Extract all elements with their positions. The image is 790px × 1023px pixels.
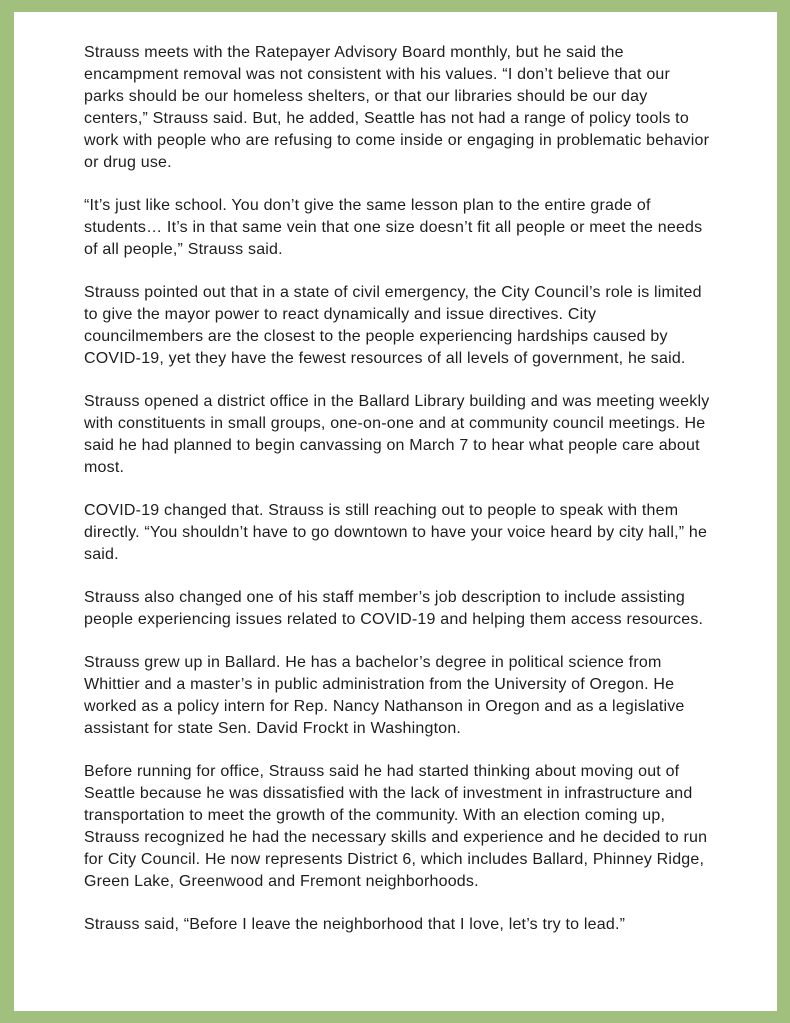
paragraph: Strauss opened a district office in the Ballard Library building and was meeting weekly with constituents in small groups, one-on-one and at community council meetings. He said he had planned to begin canvassing on March 7 to hear what people care about most.: [84, 393, 710, 476]
paragraph: COVID-19 changed that. Strauss is still reaching out to people to speak with them directly. “You shouldn’t have to go downtown to have your voice heard by city hall,” he said.: [84, 502, 708, 563]
paragraph: Strauss also changed one of his staff member’s job description to include assisting people experiencing issues related to COVID-19 and helping them access resources.: [84, 589, 704, 628]
article-body: [84, 42, 713, 936]
paragraph: Strauss pointed out that in a state of civil emergency, the City Council’s role is limited to give the mayor power to react dynamically and issue directives. City councilmembers are the closest to the people experiencing hardships caused by COVID-19, yet they have the fewest resources of all levels of government, he said.: [84, 284, 702, 367]
paragraph: Strauss meets with the Ratepayer Advisory Board monthly, but he said the encampment removal was not consistent with his values. “I don’t believe that our parks should be our homeless shelters, or that our libraries should be our day centers,” Strauss said. But, he added, Seattle has not had a range of policy tools to work with people who are refusing to come inside or engaging in problematic behavior or drug use.: [84, 44, 710, 171]
paragraph: Strauss grew up in Ballard. He has a bachelor’s degree in political science from Whittier and a master’s in public administration from the University of Oregon. He worked as a policy intern for Rep. Nancy Nathanson in Oregon and as a legislative assistant for state Sen. David Frockt in Washington.: [84, 654, 685, 737]
paragraph: Before running for office, Strauss said he had started thinking about moving out of Seattle because he was dissatisfied with the lack of investment in infrastructure and transportation to meet the growth of the community. With an election coming up, Strauss recognized he had the necessary skills and experience and he decided to run for City Council. He now represents District 6, which includes Ballard, Phinney Ridge, Green Lake, Greenwood and Fremont neighborhoods.: [84, 763, 708, 890]
document-sheet: [14, 12, 777, 1011]
paragraph: Strauss said, “Before I leave the neighborhood that I love, let’s try to lead.”: [84, 916, 626, 933]
paragraph: “It’s just like school. You don’t give the same lesson plan to the entire grade of students… It’s in that same vein that one size doesn’t fit all people or meet the needs of all people,” Strauss said.: [84, 197, 703, 258]
